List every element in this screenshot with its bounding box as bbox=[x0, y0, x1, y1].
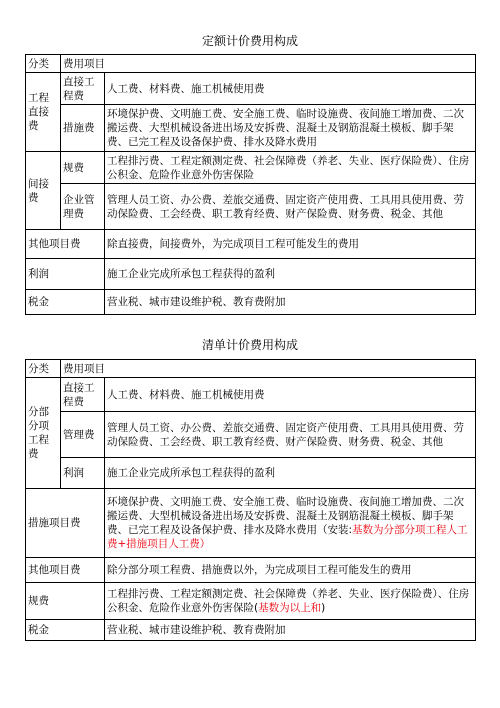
category-cell: 规费 bbox=[26, 583, 105, 620]
measures-basis-note: 基数为分部分项工程人工费+措施项目人工费） bbox=[107, 524, 468, 550]
category-cell: 税金 bbox=[26, 290, 105, 315]
table1-title: 定额计价费用构成 bbox=[201, 34, 298, 48]
item-cell: 营业税、城市建设维护税、教育费附加 bbox=[105, 620, 476, 641]
table2-title: 清单计价费用构成 bbox=[201, 338, 298, 352]
fees-desc: 工程排污费、工程定额测定费、社会保障费（养老、失业、医疗保险费）、住房公积金、危险作业意外伤害保险( bbox=[107, 588, 470, 614]
item-cell: 管理人员工资、办公费、差旅交通费、固定资产使用费、工具用具使用费、劳动保险费、工会经费、职工教育经费、财产保险费、财务费、税金、其他 bbox=[105, 184, 476, 230]
item-cell: 营业税、城市建设维护税、教育费附加 bbox=[105, 290, 476, 315]
category-cell: 工程直接费 bbox=[26, 73, 61, 152]
category-cell: 间接费 bbox=[26, 152, 61, 230]
category-cell: 其他项目费 bbox=[26, 230, 105, 259]
table-row bbox=[26, 412, 476, 458]
subcategory-cell: 管理费 bbox=[61, 412, 105, 458]
table-row bbox=[26, 259, 476, 290]
table-row bbox=[26, 105, 476, 152]
table-row bbox=[26, 184, 476, 230]
item-cell: 人工费、材料费、施工机械使用费 bbox=[105, 73, 476, 105]
bill-pricing-table bbox=[25, 359, 476, 641]
subcategory-cell: 措施费 bbox=[61, 105, 105, 152]
item-cell bbox=[105, 583, 476, 620]
header-item: 费用项目 bbox=[61, 55, 476, 73]
table-row bbox=[26, 558, 476, 583]
table-row bbox=[26, 458, 476, 489]
category-cell: 分部分项工程费 bbox=[26, 378, 61, 489]
item-cell bbox=[105, 489, 476, 558]
subcategory-cell: 企业管理费 bbox=[61, 184, 105, 230]
table-row bbox=[26, 290, 476, 315]
header-category: 分类 bbox=[26, 360, 61, 378]
table-header-row bbox=[26, 360, 476, 378]
category-cell: 其他项目费 bbox=[26, 558, 105, 583]
category-cell: 利润 bbox=[26, 259, 105, 290]
category-cell: 税金 bbox=[26, 620, 105, 641]
item-cell: 除分部分项工程费、措施费以外，为完成项目工程可能发生的费用 bbox=[105, 558, 476, 583]
subcategory-cell: 利润 bbox=[61, 458, 105, 489]
subcategory-cell: 直接工程费 bbox=[61, 73, 105, 105]
table-row bbox=[26, 230, 476, 259]
header-item: 费用项目 bbox=[61, 360, 476, 378]
item-cell: 施工企业完成所承包工程获得的盈利 bbox=[105, 259, 476, 290]
subcategory-cell: 规费 bbox=[61, 152, 105, 184]
item-cell: 除直接费，间接费外，为完成项目工程可能发生的费用 bbox=[105, 230, 476, 259]
item-cell: 人工费、材料费、施工机械使用费 bbox=[105, 378, 476, 412]
table-row bbox=[26, 620, 476, 641]
item-cell: 管理人员工资、办公费、差旅交通费、固定资产使用费、工具用具使用费、劳动保险费、工会经费、职工教育经费、财产保险费、财务费、税金、其他 bbox=[105, 412, 476, 458]
item-cell: 施工企业完成所承包工程获得的盈利 bbox=[105, 458, 476, 489]
table-row bbox=[26, 73, 476, 105]
fees-desc-end: ) bbox=[321, 602, 326, 614]
table-row bbox=[26, 378, 476, 412]
category-cell: 措施项目费 bbox=[26, 489, 105, 558]
table-header-row bbox=[26, 55, 476, 73]
measures-desc: 环境保护费、文明施工费、安全施工费、临时设施费、夜间施工增加费、二次搬运费、大型机械设备进出场及安拆费、混凝土及钢筋混凝土模板、脚手架费、已完工程及设备保护费、排水及降水费用（安装: bbox=[107, 496, 464, 536]
fees-basis-note: 基数为以上和 bbox=[258, 602, 322, 614]
table-row bbox=[26, 583, 476, 620]
table-row bbox=[26, 489, 476, 558]
subcategory-cell: 直接工程费 bbox=[61, 378, 105, 412]
quota-pricing-table bbox=[25, 54, 476, 315]
item-cell: 工程排污费、工程定额测定费、社会保障费（养老、失业、医疗保险费）、住房公积金、危险作业意外伤害保险 bbox=[105, 152, 476, 184]
table-row bbox=[26, 152, 476, 184]
item-cell: 环境保护费、文明施工费、安全施工费、临时设施费、夜间施工增加费、二次搬运费、大型机械设备进出场及安拆费、混凝土及钢筋混凝土模板、脚手架费、已完工程及设备保护费、排水及降水费用 bbox=[105, 105, 476, 152]
header-category: 分类 bbox=[26, 55, 61, 73]
